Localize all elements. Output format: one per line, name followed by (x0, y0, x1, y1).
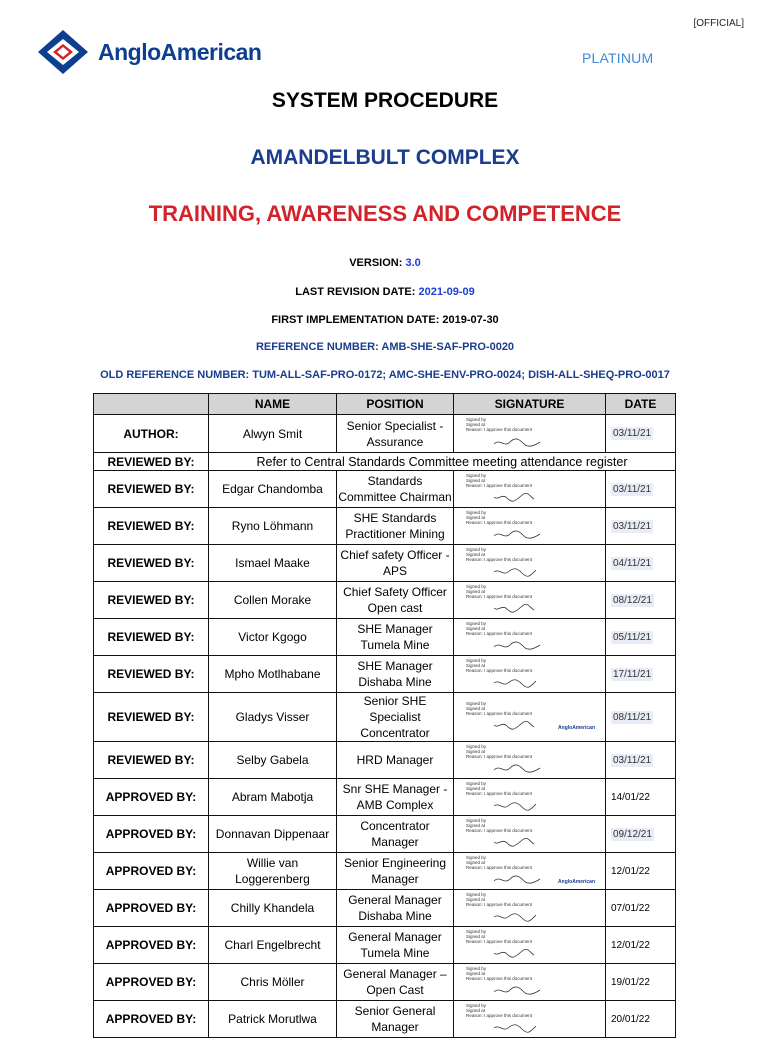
date-cell (606, 779, 676, 816)
signature-text-line: Signed at (466, 515, 486, 520)
signature-cell (454, 964, 606, 1001)
date-cell (606, 816, 676, 853)
table-row (94, 656, 676, 693)
date-value: 19/01/22 (611, 976, 650, 988)
name-cell: Ismael Maake (209, 545, 337, 582)
role-cell: REVIEWED BY: (94, 471, 209, 508)
role-cell: APPROVED BY: (94, 1001, 209, 1038)
signature-text-line: Reason: I approve this document (466, 828, 533, 833)
signature-text-line: Reason: I approve this document (466, 711, 533, 716)
table-row (94, 964, 676, 1001)
role-cell: APPROVED BY: (94, 779, 209, 816)
position-cell: Senior SHE Specialist Concentrator (337, 693, 454, 742)
date-cell (606, 545, 676, 582)
signature-text-line: Reason: I approve this document (466, 976, 533, 981)
date-cell (606, 742, 676, 779)
signature-text-line: Reason: I approve this document (466, 791, 533, 796)
date-value: 04/11/21 (613, 557, 652, 569)
date-cell (606, 927, 676, 964)
table-row (94, 890, 676, 927)
signature-text-line: Reason: I approve this document (466, 1013, 533, 1018)
header-date: DATE (606, 394, 676, 415)
signature-text-line: Reason: I approve this document (466, 594, 533, 599)
date-value: 03/11/21 (613, 520, 652, 532)
signature-text-line: Signed by (466, 510, 487, 515)
signature-text-line: Reason: I approve this document (466, 631, 533, 636)
name-cell: Gladys Visser (209, 693, 337, 742)
digital-signature-text (466, 417, 532, 432)
signature-text-line: Signed by (466, 855, 487, 860)
date-value: 09/12/21 (613, 828, 652, 840)
signature-text-line: Signed at (466, 823, 486, 828)
signature-text-line: Reason: I approve this document (466, 427, 533, 432)
handwritten-signature-icon (494, 604, 544, 615)
role-cell: AUTHOR: (94, 415, 209, 453)
signature-cell (454, 890, 606, 927)
date-value: 08/11/21 (613, 711, 652, 723)
digital-signature-text (466, 584, 532, 599)
handwritten-signature-icon (494, 493, 544, 504)
signature-cell (454, 656, 606, 693)
signature-cell (454, 853, 606, 890)
signature-cell (454, 1001, 606, 1038)
table-row (94, 582, 676, 619)
handwritten-signature-icon (494, 721, 544, 732)
signature-cell (454, 545, 606, 582)
role-cell: REVIEWED BY: (94, 742, 209, 779)
signature-cell (454, 927, 606, 964)
handwritten-signature-icon (494, 641, 544, 652)
handwritten-signature-icon (494, 530, 544, 541)
position-cell: Standards Committee Chairman (337, 471, 454, 508)
header-signature: SIGNATURE (454, 394, 606, 415)
role-cell: REVIEWED BY: (94, 453, 209, 471)
date-cell (606, 853, 676, 890)
signature-text-line: Signed at (466, 934, 486, 939)
signature-text-line: Signed by (466, 818, 487, 823)
last-revision-value: 2021-09-09 (418, 286, 475, 298)
table-row (94, 453, 676, 471)
position-cell: General Manager – Open Cast (337, 964, 454, 1001)
anglo-american-logo-icon (34, 28, 92, 76)
position-cell: Chief Safety Officer Open cast (337, 582, 454, 619)
doc-type-title: SYSTEM PROCEDURE (271, 89, 499, 112)
date-value: 03/11/21 (613, 483, 652, 495)
signature-text-line: Signed at (466, 786, 486, 791)
signature-text-line: Signed at (466, 749, 486, 754)
handwritten-signature-icon (494, 986, 544, 997)
date-value: 05/11/21 (613, 631, 652, 643)
date-cell (606, 890, 676, 927)
date-cell (606, 656, 676, 693)
digital-signature-text (466, 966, 532, 981)
handwritten-signature-icon (494, 875, 544, 886)
signature-text-line: Signed by (466, 658, 487, 663)
position-cell: General Manager Dishaba Mine (337, 890, 454, 927)
role-cell: APPROVED BY: (94, 853, 209, 890)
table-row (94, 779, 676, 816)
version-label: VERSION: (349, 257, 403, 269)
signature-cell (454, 779, 606, 816)
signature-text-line: Reason: I approve this document (466, 865, 533, 870)
handwritten-signature-icon (494, 949, 544, 960)
name-cell: Ryno Löhmann (209, 508, 337, 545)
name-cell: Abram Mabotja (209, 779, 337, 816)
date-value: 08/12/21 (613, 594, 652, 606)
signature-text-line: Signed by (466, 744, 487, 749)
signature-cell (454, 471, 606, 508)
old-reference-number-line: OLD REFERENCE NUMBER: TUM-ALL-SAF-PRO-0172; AMC-SHE-ENV-PRO-0024; DISH-ALL-SHEQ-PRO-0017 (100, 369, 670, 381)
date-value: 07/01/22 (611, 902, 650, 914)
role-cell: APPROVED BY: (94, 816, 209, 853)
table-row (94, 508, 676, 545)
position-cell: HRD Manager (337, 742, 454, 779)
position-cell: Senior General Manager (337, 1001, 454, 1038)
attendance-register-note: Refer to Central Standards Committee meeting attendance register (209, 453, 676, 471)
digital-signature-text (466, 929, 532, 944)
division-label: PLATINUM (582, 50, 654, 66)
date-cell (606, 582, 676, 619)
table-row (94, 545, 676, 582)
table-row (94, 619, 676, 656)
position-cell: General Manager Tumela Mine (337, 927, 454, 964)
version-line (0, 257, 770, 269)
digital-signature-text (466, 473, 532, 488)
name-cell: Willie van Loggerenberg (209, 853, 337, 890)
signature-text-line: Signed by (466, 892, 487, 897)
date-cell (606, 693, 676, 742)
digital-signature-text (466, 818, 532, 833)
name-cell: Victor Kgogo (209, 619, 337, 656)
signature-cell (454, 816, 606, 853)
position-cell: SHE Standards Practitioner Mining (337, 508, 454, 545)
signature-text-line: Reason: I approve this document (466, 557, 533, 562)
signature-cell (454, 415, 606, 453)
role-cell: APPROVED BY: (94, 890, 209, 927)
role-cell: REVIEWED BY: (94, 582, 209, 619)
signature-text-line: Reason: I approve this document (466, 754, 533, 759)
signature-table (93, 393, 676, 1038)
signature-text-line: Signed by (466, 473, 487, 478)
signature-text-line: Signed at (466, 626, 486, 631)
digital-signature-text (466, 744, 532, 759)
table-row (94, 816, 676, 853)
header-name: NAME (209, 394, 337, 415)
signature-cell (454, 619, 606, 656)
handwritten-signature-icon (494, 801, 544, 812)
position-cell: Concentrator Manager (337, 816, 454, 853)
digital-signature-text (466, 547, 532, 562)
handwritten-signature-icon (494, 838, 544, 849)
date-cell (606, 964, 676, 1001)
name-cell: Mpho Motlhabane (209, 656, 337, 693)
name-cell: Alwyn Smit (209, 415, 337, 453)
name-cell: Donnavan Dippenaar (209, 816, 337, 853)
signature-text-line: Signed by (466, 701, 487, 706)
handwritten-signature-icon (494, 438, 544, 449)
signature-text-line: Signed by (466, 929, 487, 934)
position-cell: Chief safety Officer - APS (337, 545, 454, 582)
table-row (94, 853, 676, 890)
date-cell (606, 471, 676, 508)
signature-text-line: Signed by (466, 966, 487, 971)
table-row (94, 927, 676, 964)
role-cell: REVIEWED BY: (94, 508, 209, 545)
digital-signature-text (466, 701, 532, 716)
header-role (94, 394, 209, 415)
signature-text-line: Signed at (466, 552, 486, 557)
digital-signature-text (466, 1003, 532, 1018)
signature-cell (454, 693, 606, 742)
handwritten-signature-icon (494, 678, 544, 689)
brand-name: AngloAmerican (98, 38, 262, 65)
table-header-row (94, 394, 676, 415)
signature-text-line: Signed by (466, 584, 487, 589)
table-row (94, 742, 676, 779)
role-cell: REVIEWED BY: (94, 656, 209, 693)
table-row (94, 693, 676, 742)
signature-text-line: Reason: I approve this document (466, 668, 533, 673)
table-row (94, 415, 676, 453)
name-cell: Collen Morake (209, 582, 337, 619)
position-cell: SHE Manager Tumela Mine (337, 619, 454, 656)
position-cell: SHE Manager Dishaba Mine (337, 656, 454, 693)
name-cell: Edgar Chandomba (209, 471, 337, 508)
position-cell: Snr SHE Manager - AMB Complex (337, 779, 454, 816)
signature-text-line: Reason: I approve this document (466, 483, 533, 488)
subject-title: TRAINING, AWARENESS AND COMPETENCE (148, 201, 622, 226)
digital-signature-text (466, 621, 532, 636)
signature-text-line: Signed at (466, 663, 486, 668)
role-cell: APPROVED BY: (94, 964, 209, 1001)
signature-text-line: Signed by (466, 547, 487, 552)
handwritten-signature-icon (494, 567, 544, 578)
signature-text-line: Signed at (466, 860, 486, 865)
signature-text-line: Signed by (466, 781, 487, 786)
role-cell: APPROVED BY: (94, 927, 209, 964)
company-stamp: AngloAmerican (558, 879, 595, 885)
company-logo (34, 28, 261, 76)
classification-label: [OFFICIAL] (693, 18, 744, 29)
signature-text-line: Signed by (466, 1003, 487, 1008)
name-cell: Selby Gabela (209, 742, 337, 779)
date-cell (606, 415, 676, 453)
role-cell: REVIEWED BY: (94, 545, 209, 582)
date-cell (606, 619, 676, 656)
first-implementation-line: FIRST IMPLEMENTATION DATE: 2019-07-30 (271, 314, 499, 326)
signature-cell (454, 582, 606, 619)
digital-signature-text (466, 855, 532, 870)
last-revision-line (0, 286, 770, 298)
position-cell: Senior Engineering Manager (337, 853, 454, 890)
digital-signature-text (466, 781, 532, 796)
date-value: 14/01/22 (611, 791, 650, 803)
signature-text-line: Reason: I approve this document (466, 520, 533, 525)
table-row (94, 471, 676, 508)
company-stamp: AngloAmerican (558, 725, 595, 731)
signature-text-line: Signed at (466, 422, 486, 427)
date-value: 03/11/21 (613, 428, 652, 439)
signature-cell (454, 508, 606, 545)
role-cell: REVIEWED BY: (94, 693, 209, 742)
date-cell (606, 1001, 676, 1038)
date-value: 03/11/21 (613, 754, 652, 766)
signature-text-line: Signed at (466, 1008, 486, 1013)
digital-signature-text (466, 510, 532, 525)
signature-text-line: Signed at (466, 706, 486, 711)
name-cell: Charl Engelbrecht (209, 927, 337, 964)
version-value: 3.0 (405, 257, 421, 269)
signature-cell (454, 742, 606, 779)
date-value: 12/01/22 (611, 939, 650, 951)
name-cell: Patrick Morutlwa (209, 1001, 337, 1038)
digital-signature-text (466, 892, 532, 907)
signature-text-line: Signed by (466, 417, 487, 422)
date-value: 12/01/22 (611, 865, 650, 877)
handwritten-signature-icon (494, 912, 544, 923)
signature-text-line: Signed at (466, 478, 486, 483)
digital-signature-text (466, 658, 532, 673)
site-title: AMANDELBULT COMPLEX (250, 146, 520, 169)
signature-text-line: Reason: I approve this document (466, 939, 533, 944)
date-cell (606, 508, 676, 545)
date-value: 17/11/21 (613, 668, 652, 680)
signature-text-line: Signed by (466, 621, 487, 626)
role-cell: REVIEWED BY: (94, 619, 209, 656)
date-value: 20/01/22 (611, 1013, 650, 1025)
position-cell: Senior Specialist - Assurance (337, 415, 454, 453)
signature-text-line: Signed at (466, 971, 486, 976)
header-position: POSITION (337, 394, 454, 415)
handwritten-signature-icon (494, 764, 544, 775)
handwritten-signature-icon (494, 1023, 544, 1034)
name-cell: Chilly Khandela (209, 890, 337, 927)
reference-number-line: REFERENCE NUMBER: AMB-SHE-SAF-PRO-0020 (255, 341, 515, 353)
name-cell: Chris Möller (209, 964, 337, 1001)
last-revision-label: LAST REVISION DATE: (295, 286, 416, 298)
signature-text-line: Reason: I approve this document (466, 902, 533, 907)
table-row (94, 1001, 676, 1038)
signature-text-line: Signed at (466, 589, 486, 594)
signature-text-line: Signed at (466, 897, 486, 902)
